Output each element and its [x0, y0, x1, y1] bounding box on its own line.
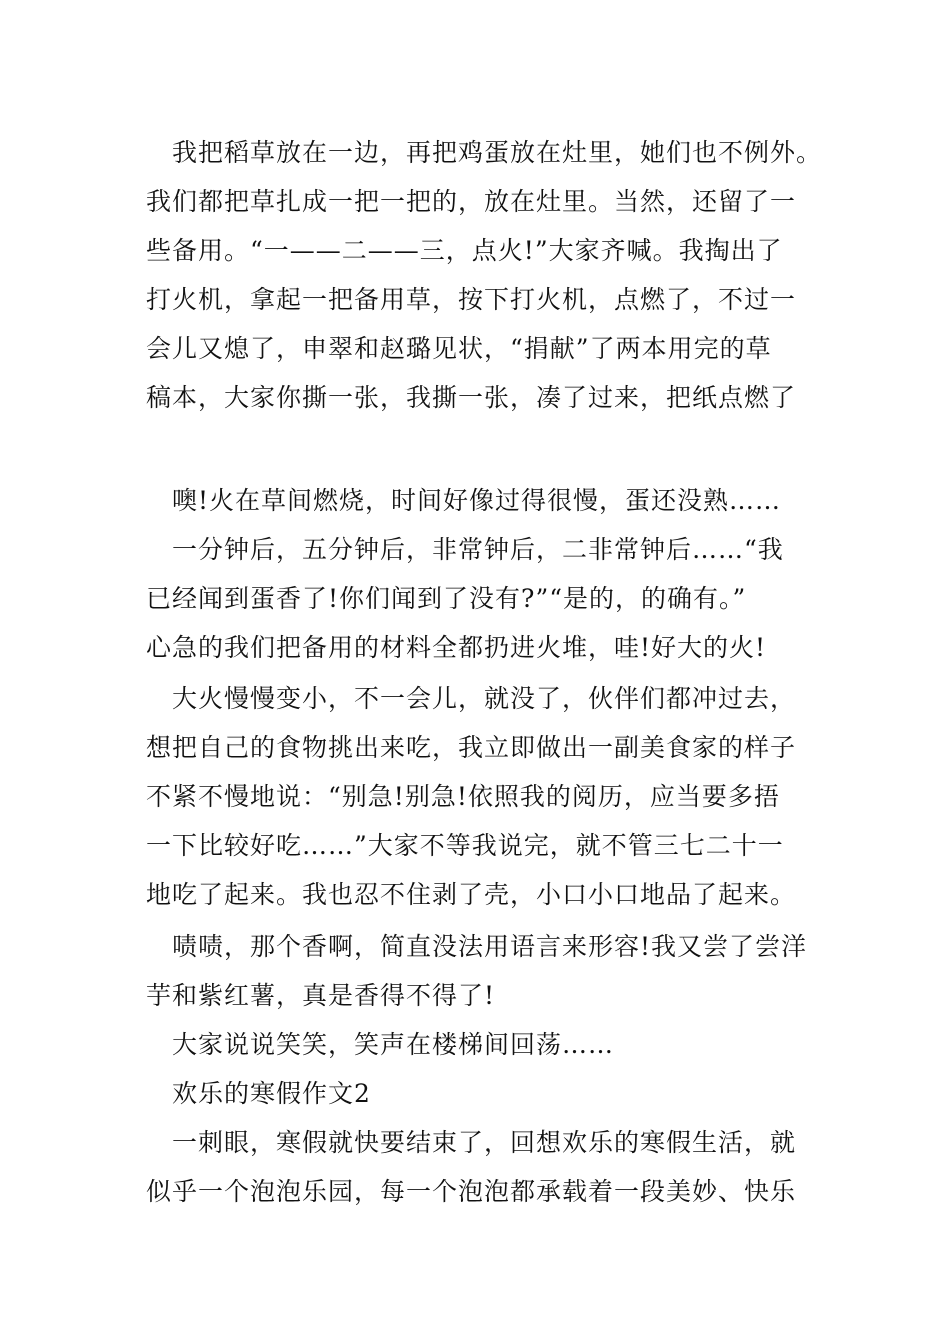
text-line: 啧啧，那个香啊，简直没法用语言来形容!我又尝了尝洋 [172, 932, 808, 961]
essay-heading [146, 1069, 826, 1118]
paragraph-laughter [146, 1020, 826, 1069]
paragraph-winter-break-ending [146, 1118, 826, 1216]
text-line: 大家说说笑笑，笑声在楼梯间回荡…… [172, 1030, 615, 1059]
text-line: 不紧不慢地说：“别急!别急!依照我的阅历，应当要多捂 [146, 782, 780, 811]
text-line: 欢乐的寒假作文2 [172, 1079, 371, 1108]
text-line: 一刺眼，寒假就快要结束了，回想欢乐的寒假生活，就 [172, 1128, 797, 1157]
text-line: 稿本，大家你撕一张，我撕一张，凑了过来，把纸点燃了 [146, 383, 797, 412]
text-line: 地吃了起来。我也忍不住剥了壳，小口小口地品了起来。 [146, 880, 797, 909]
text-line: 一下比较好吃……”大家不等我说完，就不管三七二十一 [146, 831, 784, 860]
text-line: 芋和紫红薯，真是香得不得了! [146, 981, 496, 1010]
paragraph-fire-burning [146, 476, 826, 525]
paragraph-straw-in-stove [146, 128, 826, 422]
text-line: 一分钟后，五分钟后，非常钟后，二非常钟后……“我 [172, 535, 784, 564]
text-line: 大火慢慢变小，不一会儿，就没了，伙伴们都冲过去， [172, 684, 797, 713]
paragraph-so-fragrant [146, 922, 826, 1020]
text-line: 些备用。“一——二——三，点火!”大家齐喊。我掏出了 [146, 236, 783, 265]
text-line: 我把稻草放在一边，再把鸡蛋放在灶里，她们也不例外。 [172, 138, 823, 167]
text-line: 想把自己的食物挑出来吃，我立即做出一副美食家的样子 [146, 733, 797, 762]
text-line: 噢!火在草间燃烧，时间好像过得很慢，蛋还没熟…… [172, 486, 782, 515]
text-line: 已经闻到蛋香了!你们闻到了没有?”“是的，的确有。” [146, 584, 747, 613]
text-line: 会儿又熄了，申翠和赵璐见状，“捐献”了两本用完的草 [146, 334, 772, 363]
paragraph-minutes-later [146, 525, 826, 672]
text-line: 心急的我们把备用的材料全都扔进火堆，哇!好大的火! [146, 633, 767, 662]
text-line: 我们都把草扎成一把一把的，放在灶里。当然，还留了一 [146, 187, 797, 216]
paragraph-fire-dies-down [146, 674, 826, 919]
text-line: 似乎一个泡泡乐园，每一个泡泡都承载着一段美妙、快乐 [146, 1177, 797, 1206]
text-line: 打火机，拿起一把备用草，按下打火机，点燃了，不过一 [146, 285, 797, 314]
